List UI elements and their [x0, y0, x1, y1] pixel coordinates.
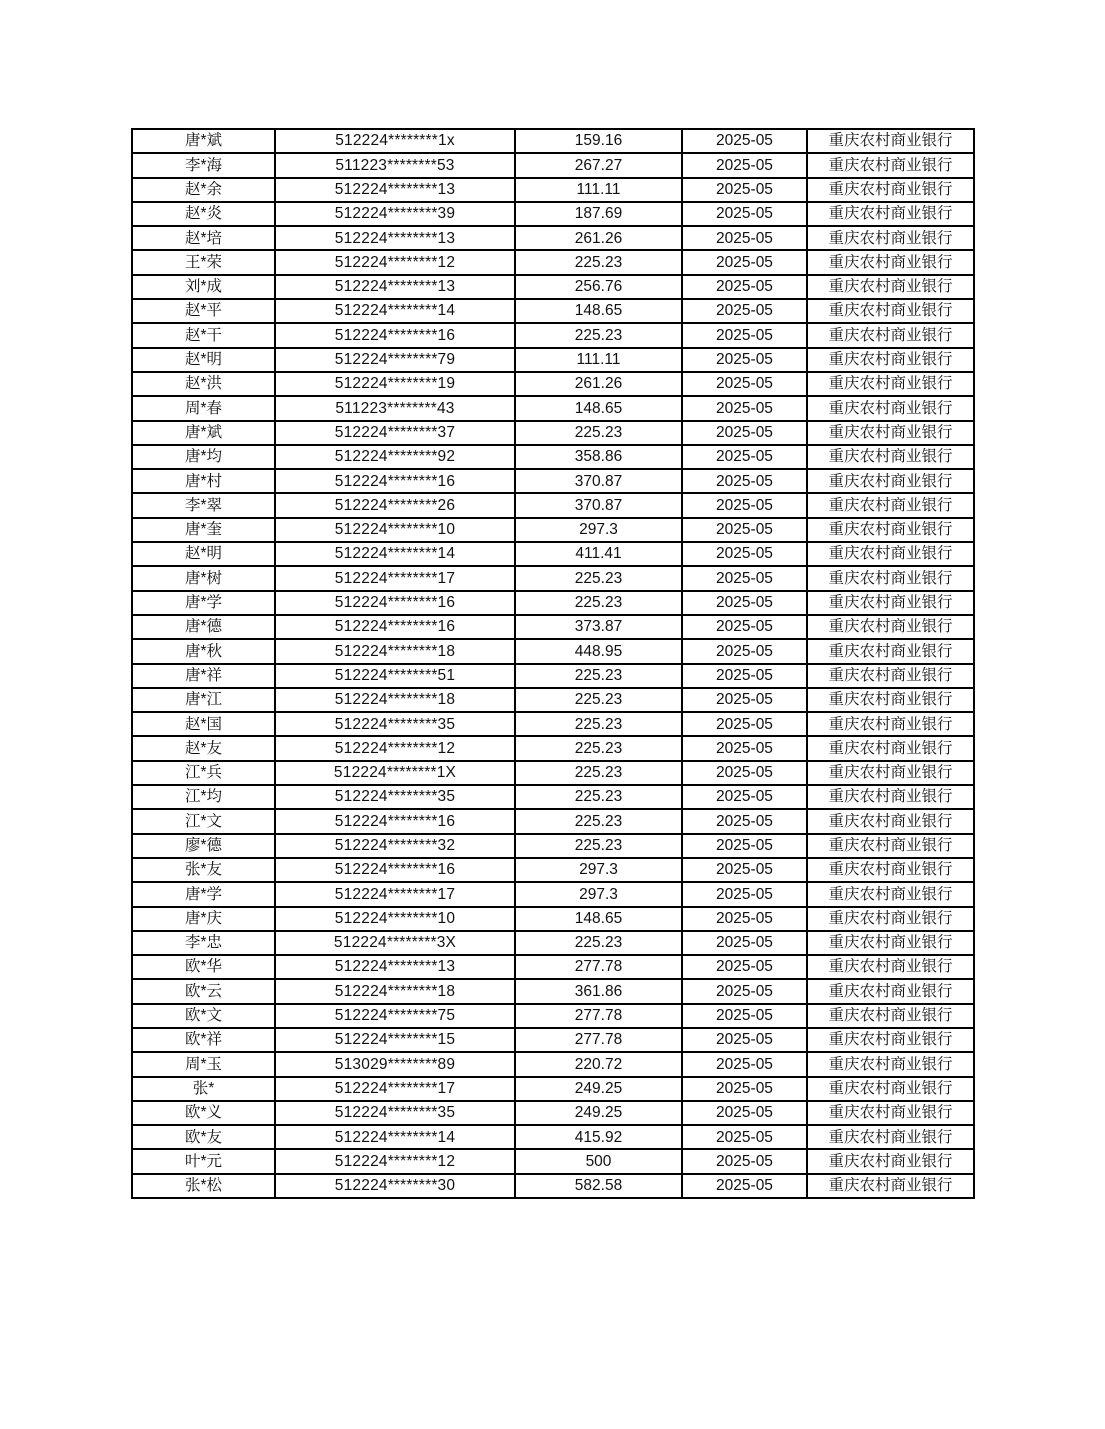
id-number-cell: 512224********75 [275, 1004, 515, 1028]
table-row [132, 421, 974, 445]
table-row [132, 955, 974, 979]
id-number-cell: 512224********35 [275, 712, 515, 736]
month-cell: 2025-05 [682, 493, 807, 517]
month-cell: 2025-05 [682, 1004, 807, 1028]
bank-cell: 重庆农村商业银行 [807, 129, 974, 153]
table-row [132, 396, 974, 420]
id-number-cell: 513029********89 [275, 1052, 515, 1076]
table-row [132, 1125, 974, 1149]
payment-table-body [132, 129, 974, 1198]
month-cell: 2025-05 [682, 688, 807, 712]
month-cell: 2025-05 [682, 761, 807, 785]
table-row [132, 445, 974, 469]
amount-cell: 256.76 [515, 275, 682, 299]
amount-cell: 370.87 [515, 469, 682, 493]
id-number-cell: 512224********17 [275, 1077, 515, 1101]
id-number-cell: 512224********15 [275, 1028, 515, 1052]
table-row [132, 493, 974, 517]
name-cell: 欧*华 [132, 955, 275, 979]
bank-cell: 重庆农村商业银行 [807, 275, 974, 299]
table-row [132, 178, 974, 202]
month-cell: 2025-05 [682, 1174, 807, 1198]
month-cell: 2025-05 [682, 153, 807, 177]
bank-cell: 重庆农村商业银行 [807, 955, 974, 979]
name-cell: 赵*干 [132, 323, 275, 347]
month-cell: 2025-05 [682, 421, 807, 445]
table-row [132, 518, 974, 542]
id-number-cell: 512224********16 [275, 858, 515, 882]
name-cell: 赵*明 [132, 348, 275, 372]
table-row [132, 275, 974, 299]
name-cell: 张*松 [132, 1174, 275, 1198]
name-cell: 欧*祥 [132, 1028, 275, 1052]
amount-cell: 267.27 [515, 153, 682, 177]
id-number-cell: 512224********17 [275, 882, 515, 906]
amount-cell: 225.23 [515, 566, 682, 590]
amount-cell: 249.25 [515, 1101, 682, 1125]
id-number-cell: 512224********92 [275, 445, 515, 469]
name-cell: 唐*德 [132, 615, 275, 639]
name-cell: 李*忠 [132, 931, 275, 955]
bank-cell: 重庆农村商业银行 [807, 1125, 974, 1149]
name-cell: 张* [132, 1077, 275, 1101]
id-number-cell: 512224********13 [275, 226, 515, 250]
id-number-cell: 512224********16 [275, 591, 515, 615]
month-cell: 2025-05 [682, 736, 807, 760]
amount-cell: 411.41 [515, 542, 682, 566]
table-row [132, 882, 974, 906]
bank-cell: 重庆农村商业银行 [807, 1101, 974, 1125]
amount-cell: 582.58 [515, 1174, 682, 1198]
bank-cell: 重庆农村商业银行 [807, 1052, 974, 1076]
month-cell: 2025-05 [682, 712, 807, 736]
bank-cell: 重庆农村商业银行 [807, 226, 974, 250]
name-cell: 江*兵 [132, 761, 275, 785]
bank-cell: 重庆农村商业银行 [807, 882, 974, 906]
table-row [132, 615, 974, 639]
name-cell: 欧*友 [132, 1125, 275, 1149]
table-row [132, 566, 974, 590]
id-number-cell: 512224********26 [275, 493, 515, 517]
id-number-cell: 512224********35 [275, 1101, 515, 1125]
name-cell: 张*友 [132, 858, 275, 882]
bank-cell: 重庆农村商业银行 [807, 372, 974, 396]
bank-cell: 重庆农村商业银行 [807, 858, 974, 882]
id-number-cell: 512224********3X [275, 931, 515, 955]
amount-cell: 261.26 [515, 226, 682, 250]
table-row [132, 1077, 974, 1101]
month-cell: 2025-05 [682, 1052, 807, 1076]
name-cell: 唐*江 [132, 688, 275, 712]
table-row [132, 712, 974, 736]
amount-cell: 358.86 [515, 445, 682, 469]
table-row [132, 907, 974, 931]
id-number-cell: 512224********16 [275, 615, 515, 639]
month-cell: 2025-05 [682, 372, 807, 396]
name-cell: 唐*学 [132, 882, 275, 906]
id-number-cell: 512224********18 [275, 688, 515, 712]
id-number-cell: 512224********37 [275, 421, 515, 445]
payment-table [131, 128, 975, 1199]
month-cell: 2025-05 [682, 202, 807, 226]
id-number-cell: 512224********12 [275, 736, 515, 760]
name-cell: 唐*秋 [132, 639, 275, 663]
id-number-cell: 512224********1X [275, 761, 515, 785]
amount-cell: 415.92 [515, 1125, 682, 1149]
bank-cell: 重庆农村商业银行 [807, 591, 974, 615]
month-cell: 2025-05 [682, 299, 807, 323]
id-number-cell: 511223********43 [275, 396, 515, 420]
name-cell: 周*玉 [132, 1052, 275, 1076]
bank-cell: 重庆农村商业银行 [807, 1174, 974, 1198]
table-row [132, 202, 974, 226]
name-cell: 赵*洪 [132, 372, 275, 396]
amount-cell: 261.26 [515, 372, 682, 396]
id-number-cell: 512224********18 [275, 979, 515, 1003]
amount-cell: 225.23 [515, 664, 682, 688]
id-number-cell: 512224********14 [275, 299, 515, 323]
amount-cell: 148.65 [515, 396, 682, 420]
table-row [132, 1101, 974, 1125]
month-cell: 2025-05 [682, 809, 807, 833]
name-cell: 王*荣 [132, 250, 275, 274]
month-cell: 2025-05 [682, 1077, 807, 1101]
name-cell: 赵*炎 [132, 202, 275, 226]
name-cell: 赵*平 [132, 299, 275, 323]
table-row [132, 591, 974, 615]
name-cell: 周*春 [132, 396, 275, 420]
month-cell: 2025-05 [682, 639, 807, 663]
amount-cell: 225.23 [515, 834, 682, 858]
bank-cell: 重庆农村商业银行 [807, 761, 974, 785]
id-number-cell: 512224********13 [275, 178, 515, 202]
id-number-cell: 512224********1x [275, 129, 515, 153]
table-row [132, 979, 974, 1003]
amount-cell: 187.69 [515, 202, 682, 226]
amount-cell: 148.65 [515, 907, 682, 931]
id-number-cell: 512224********32 [275, 834, 515, 858]
bank-cell: 重庆农村商业银行 [807, 809, 974, 833]
amount-cell: 225.23 [515, 736, 682, 760]
table-row [132, 323, 974, 347]
month-cell: 2025-05 [682, 1101, 807, 1125]
id-number-cell: 512224********14 [275, 1125, 515, 1149]
amount-cell: 225.23 [515, 323, 682, 347]
month-cell: 2025-05 [682, 615, 807, 639]
bank-cell: 重庆农村商业银行 [807, 323, 974, 347]
name-cell: 江*文 [132, 809, 275, 833]
table-row [132, 129, 974, 153]
month-cell: 2025-05 [682, 1125, 807, 1149]
amount-cell: 225.23 [515, 421, 682, 445]
bank-cell: 重庆农村商业银行 [807, 469, 974, 493]
bank-cell: 重庆农村商业银行 [807, 834, 974, 858]
table-row [132, 299, 974, 323]
table-row [132, 785, 974, 809]
id-number-cell: 512224********10 [275, 518, 515, 542]
month-cell: 2025-05 [682, 955, 807, 979]
table-row [132, 250, 974, 274]
month-cell: 2025-05 [682, 591, 807, 615]
name-cell: 唐*祥 [132, 664, 275, 688]
bank-cell: 重庆农村商业银行 [807, 566, 974, 590]
id-number-cell: 512224********39 [275, 202, 515, 226]
name-cell: 李*海 [132, 153, 275, 177]
id-number-cell: 512224********35 [275, 785, 515, 809]
bank-cell: 重庆农村商业银行 [807, 396, 974, 420]
amount-cell: 225.23 [515, 785, 682, 809]
table-row [132, 834, 974, 858]
bank-cell: 重庆农村商业银行 [807, 1149, 974, 1173]
month-cell: 2025-05 [682, 664, 807, 688]
table-row [132, 688, 974, 712]
id-number-cell: 512224********30 [275, 1174, 515, 1198]
name-cell: 唐*学 [132, 591, 275, 615]
table-row [132, 153, 974, 177]
month-cell: 2025-05 [682, 907, 807, 931]
name-cell: 唐*庆 [132, 907, 275, 931]
id-number-cell: 512224********14 [275, 542, 515, 566]
id-number-cell: 512224********18 [275, 639, 515, 663]
id-number-cell: 512224********17 [275, 566, 515, 590]
month-cell: 2025-05 [682, 275, 807, 299]
bank-cell: 重庆农村商业银行 [807, 299, 974, 323]
bank-cell: 重庆农村商业银行 [807, 1077, 974, 1101]
month-cell: 2025-05 [682, 178, 807, 202]
bank-cell: 重庆农村商业银行 [807, 615, 974, 639]
month-cell: 2025-05 [682, 979, 807, 1003]
bank-cell: 重庆农村商业银行 [807, 421, 974, 445]
amount-cell: 225.23 [515, 931, 682, 955]
month-cell: 2025-05 [682, 323, 807, 347]
month-cell: 2025-05 [682, 785, 807, 809]
amount-cell: 159.16 [515, 129, 682, 153]
table-row [132, 469, 974, 493]
bank-cell: 重庆农村商业银行 [807, 178, 974, 202]
table-row [132, 1149, 974, 1173]
name-cell: 唐*村 [132, 469, 275, 493]
name-cell: 欧*文 [132, 1004, 275, 1028]
table-row [132, 1028, 974, 1052]
month-cell: 2025-05 [682, 518, 807, 542]
bank-cell: 重庆农村商业银行 [807, 688, 974, 712]
id-number-cell: 512224********16 [275, 323, 515, 347]
bank-cell: 重庆农村商业银行 [807, 1004, 974, 1028]
amount-cell: 370.87 [515, 493, 682, 517]
month-cell: 2025-05 [682, 882, 807, 906]
amount-cell: 225.23 [515, 761, 682, 785]
table-row [132, 664, 974, 688]
id-number-cell: 512224********10 [275, 907, 515, 931]
table-row [132, 372, 974, 396]
month-cell: 2025-05 [682, 250, 807, 274]
amount-cell: 220.72 [515, 1052, 682, 1076]
month-cell: 2025-05 [682, 931, 807, 955]
amount-cell: 297.3 [515, 882, 682, 906]
id-number-cell: 512224********13 [275, 955, 515, 979]
amount-cell: 297.3 [515, 518, 682, 542]
amount-cell: 111.11 [515, 348, 682, 372]
amount-cell: 225.23 [515, 712, 682, 736]
amount-cell: 373.87 [515, 615, 682, 639]
table-row [132, 736, 974, 760]
table-row [132, 348, 974, 372]
name-cell: 叶*元 [132, 1149, 275, 1173]
bank-cell: 重庆农村商业银行 [807, 785, 974, 809]
table-row [132, 1052, 974, 1076]
month-cell: 2025-05 [682, 129, 807, 153]
month-cell: 2025-05 [682, 445, 807, 469]
name-cell: 欧*云 [132, 979, 275, 1003]
amount-cell: 361.86 [515, 979, 682, 1003]
id-number-cell: 512224********19 [275, 372, 515, 396]
amount-cell: 225.23 [515, 591, 682, 615]
name-cell: 廖*德 [132, 834, 275, 858]
table-row [132, 761, 974, 785]
bank-cell: 重庆农村商业银行 [807, 639, 974, 663]
bank-cell: 重庆农村商业银行 [807, 518, 974, 542]
name-cell: 赵*余 [132, 178, 275, 202]
name-cell: 赵*明 [132, 542, 275, 566]
id-number-cell: 511223********53 [275, 153, 515, 177]
table-row [132, 542, 974, 566]
month-cell: 2025-05 [682, 542, 807, 566]
month-cell: 2025-05 [682, 1028, 807, 1052]
bank-cell: 重庆农村商业银行 [807, 1028, 974, 1052]
month-cell: 2025-05 [682, 858, 807, 882]
id-number-cell: 512224********16 [275, 809, 515, 833]
bank-cell: 重庆农村商业银行 [807, 664, 974, 688]
name-cell: 江*均 [132, 785, 275, 809]
month-cell: 2025-05 [682, 226, 807, 250]
bank-cell: 重庆农村商业银行 [807, 348, 974, 372]
bank-cell: 重庆农村商业银行 [807, 445, 974, 469]
amount-cell: 297.3 [515, 858, 682, 882]
amount-cell: 225.23 [515, 688, 682, 712]
month-cell: 2025-05 [682, 348, 807, 372]
bank-cell: 重庆农村商业银行 [807, 153, 974, 177]
id-number-cell: 512224********16 [275, 469, 515, 493]
name-cell: 唐*奎 [132, 518, 275, 542]
name-cell: 唐*斌 [132, 129, 275, 153]
amount-cell: 277.78 [515, 1004, 682, 1028]
amount-cell: 500 [515, 1149, 682, 1173]
table-row [132, 1004, 974, 1028]
id-number-cell: 512224********79 [275, 348, 515, 372]
name-cell: 赵*国 [132, 712, 275, 736]
table-row [132, 639, 974, 663]
bank-cell: 重庆农村商业银行 [807, 493, 974, 517]
name-cell: 李*翠 [132, 493, 275, 517]
bank-cell: 重庆农村商业银行 [807, 712, 974, 736]
bank-cell: 重庆农村商业银行 [807, 250, 974, 274]
month-cell: 2025-05 [682, 834, 807, 858]
amount-cell: 448.95 [515, 639, 682, 663]
bank-cell: 重庆农村商业银行 [807, 736, 974, 760]
bank-cell: 重庆农村商业银行 [807, 931, 974, 955]
id-number-cell: 512224********12 [275, 250, 515, 274]
month-cell: 2025-05 [682, 396, 807, 420]
id-number-cell: 512224********12 [275, 1149, 515, 1173]
bank-cell: 重庆农村商业银行 [807, 979, 974, 1003]
id-number-cell: 512224********51 [275, 664, 515, 688]
name-cell: 唐*斌 [132, 421, 275, 445]
bank-cell: 重庆农村商业银行 [807, 907, 974, 931]
id-number-cell: 512224********13 [275, 275, 515, 299]
bank-cell: 重庆农村商业银行 [807, 542, 974, 566]
month-cell: 2025-05 [682, 566, 807, 590]
name-cell: 唐*树 [132, 566, 275, 590]
name-cell: 刘*成 [132, 275, 275, 299]
name-cell: 欧*义 [132, 1101, 275, 1125]
table-row [132, 858, 974, 882]
amount-cell: 249.25 [515, 1077, 682, 1101]
bank-cell: 重庆农村商业银行 [807, 202, 974, 226]
amount-cell: 225.23 [515, 250, 682, 274]
amount-cell: 148.65 [515, 299, 682, 323]
name-cell: 赵*培 [132, 226, 275, 250]
amount-cell: 111.11 [515, 178, 682, 202]
amount-cell: 277.78 [515, 955, 682, 979]
table-row [132, 809, 974, 833]
table-row [132, 1174, 974, 1198]
name-cell: 赵*友 [132, 736, 275, 760]
amount-cell: 277.78 [515, 1028, 682, 1052]
month-cell: 2025-05 [682, 469, 807, 493]
name-cell: 唐*均 [132, 445, 275, 469]
amount-cell: 225.23 [515, 809, 682, 833]
table-row [132, 931, 974, 955]
month-cell: 2025-05 [682, 1149, 807, 1173]
table-row [132, 226, 974, 250]
